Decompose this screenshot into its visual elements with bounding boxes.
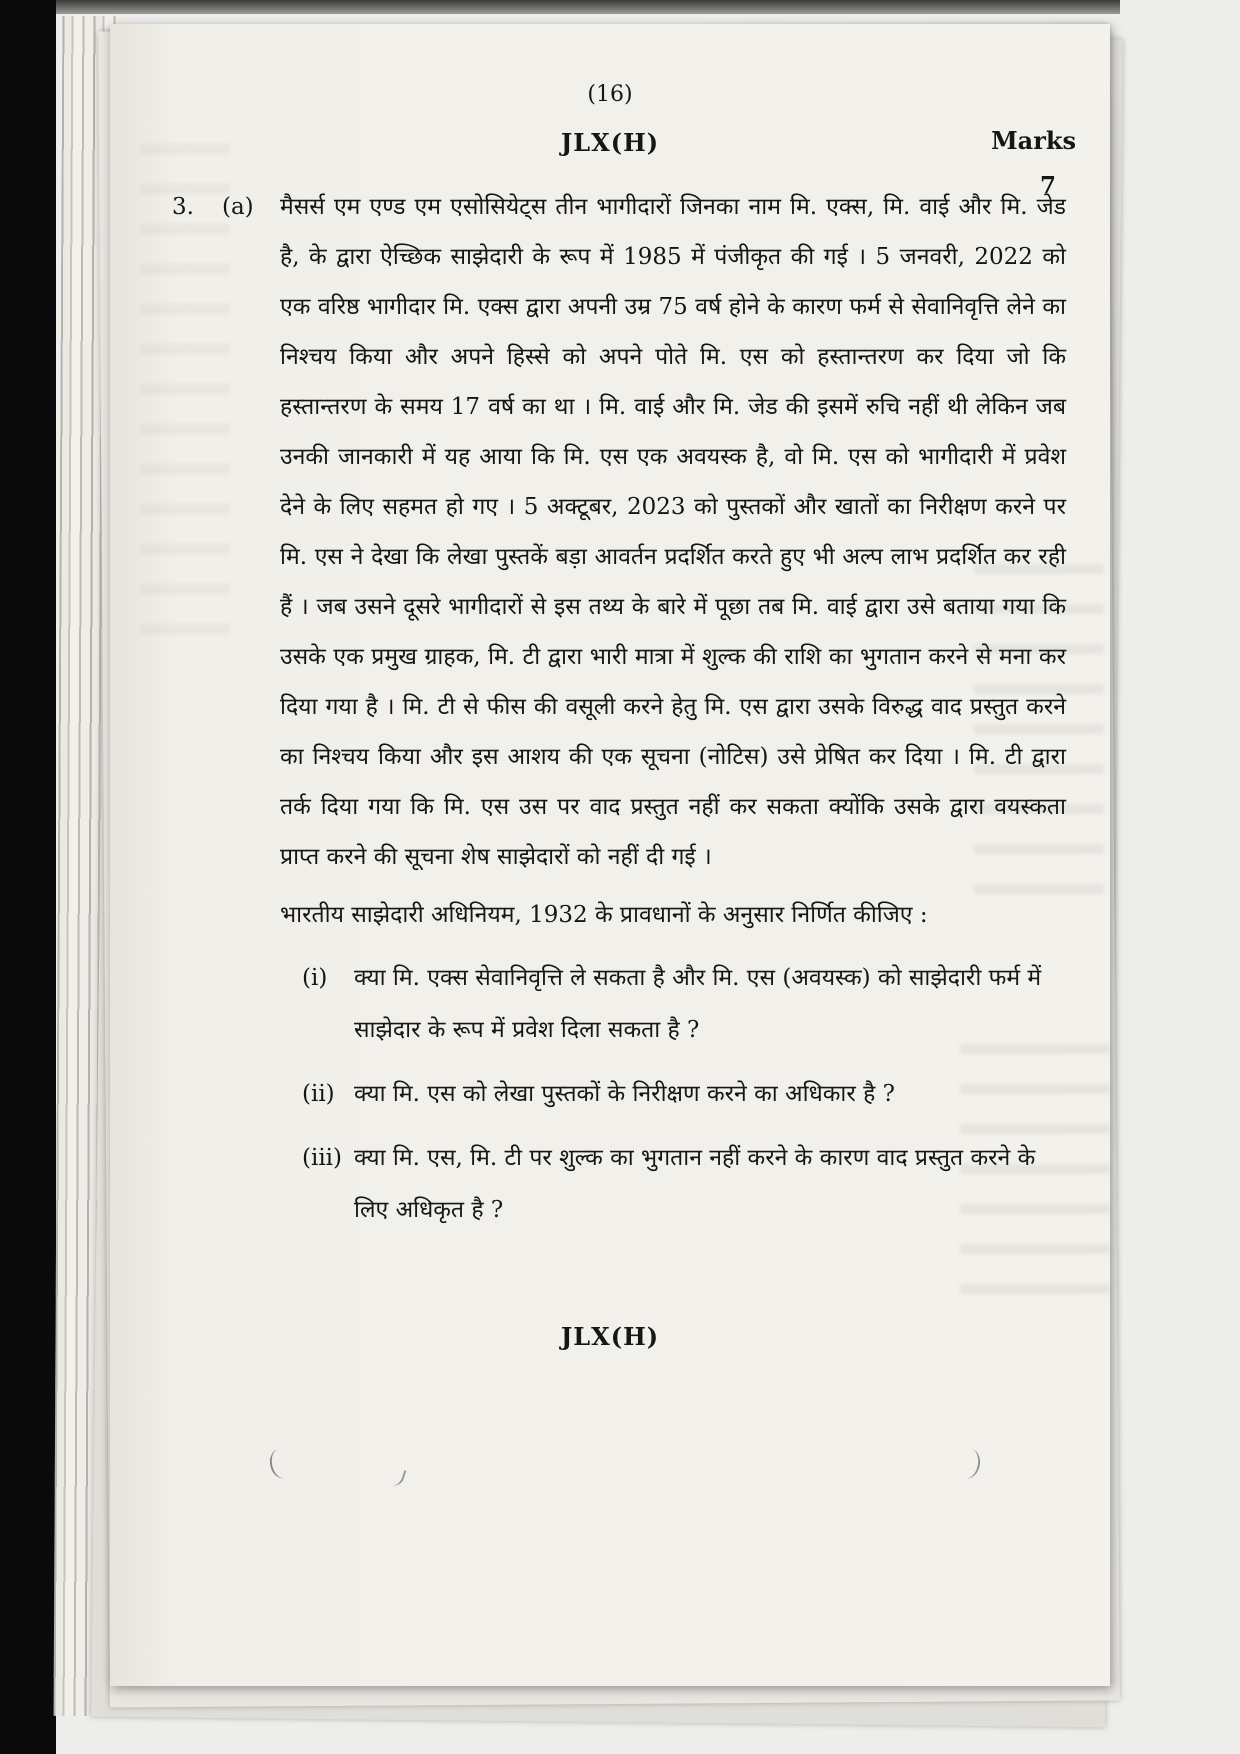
- subquestion-label: (ii): [302, 1081, 335, 1107]
- subquestion-label: (i): [302, 965, 328, 991]
- subquestion-iii: [280, 1132, 1066, 1236]
- subquestion-label: (iii): [302, 1145, 343, 1171]
- question-number: 3.: [172, 194, 194, 220]
- paper-code-footer: JLX(H): [560, 1322, 660, 1351]
- subquestion-text: क्या मि. एक्स सेवानिवृत्ति ले सकता है और मि. एस (अवयस्क) को साझेदारी फर्म में साझेदार के रूप में प्रवेश दिला सकता है ?: [354, 965, 1042, 1043]
- question-part-label: (a): [222, 194, 254, 220]
- subquestion-i: [280, 952, 1066, 1056]
- paper-code-header: JLX(H): [560, 128, 660, 157]
- question-text-column: [280, 182, 1066, 1236]
- subquestion-text: क्या मि. एस को लेखा पुस्तकों के निरीक्षण करने का अधिकार है ?: [354, 1081, 895, 1107]
- pencil-mark-artifact: [950, 1446, 983, 1480]
- scan-left-black-margin: [0, 0, 56, 1754]
- question-marks-value: 7: [1039, 172, 1056, 199]
- question-row: [172, 182, 1066, 1236]
- subquestion-ii: [280, 1068, 1066, 1120]
- page-number: (16): [587, 82, 633, 107]
- marks-column-label: Marks: [991, 126, 1076, 155]
- subquestion-text: क्या मि. एस, मि. टी पर शुल्क का भुगतान नहीं करने के कारण वाद प्रस्तुत करने के लिए अधिकृत है ?: [354, 1145, 1036, 1223]
- exam-paper-page: [110, 24, 1110, 1686]
- scan-top-edge: [56, 0, 1120, 14]
- question-body-paragraph: मैसर्स एम एण्ड एम एसोसियेट्स तीन भागीदारों जिनका नाम मि. एक्स, मि. वाई और मि. जेड है, के द्वारा ऐच्छिक साझेदारी के रूप में 1985 में पंजीकृत की गई । 5 जनवरी, 2022 को एक वरिष्ठ भागीदार मि. एक्स द्वारा अपनी उम्र 75 वर्ष होने के कारण फर्म से सेवानिवृत्ति लेने का निश्चय किया और अपने हिस्से को अपने पोते मि. एस को हस्तान्तरण कर दिया जो कि हस्तान्तरण के समय 17 वर्ष का था । मि. वाई और मि. जेड की इसमें रुचि नहीं थी लेकिन जब उनकी जानकारी में यह आया कि मि. एस एक अवयस्क है, वो मि. एस को भागीदारी में प्रवेश देने के लिए सहमत हो गए । 5 अक्टूबर, 2023 को पुस्तकों और खातों का निरीक्षण करने पर मि. एस ने देखा कि लेखा पुस्तकें बड़ा आवर्तन प्रदर्शित करते हुए भी अल्प लाभ प्रदर्शित कर रही हैं । जब उसने दूसरे भागीदारों से इस तथ्य के बारे में पूछा तब मि. वाई द्वारा उसे बताया गया कि उसके एक प्रमुख ग्राहक, मि. टी द्वारा भारी मात्रा में शुल्क की राशि का भुगतान करने से मना कर दिया गया है । मि. टी से फीस की वसूली करने हेतु मि. एस द्वारा उसके विरुद्ध वाद प्रस्तुत करने का निश्चय किया और इस आशय की एक सूचना (नोटिस) उसे प्रेषित कर दिया । मि. टी द्वारा तर्क दिया गया कि मि. एस उस पर वाद प्रस्तुत नहीं कर सकता क्योंकि उसके द्वारा वयस्कता प्राप्त करने की सूचना शेष साझेदारों को नहीं दी गई ।: [280, 194, 1066, 870]
- question-instruction: भारतीय साझेदारी अधिनियम, 1932 के प्रावधानों के अनुसार निर्णित कीजिए :: [280, 902, 928, 928]
- question-3a-block: [172, 182, 1066, 1236]
- pencil-mark-artifact: [386, 1466, 407, 1488]
- pencil-mark-artifact: [267, 1445, 301, 1480]
